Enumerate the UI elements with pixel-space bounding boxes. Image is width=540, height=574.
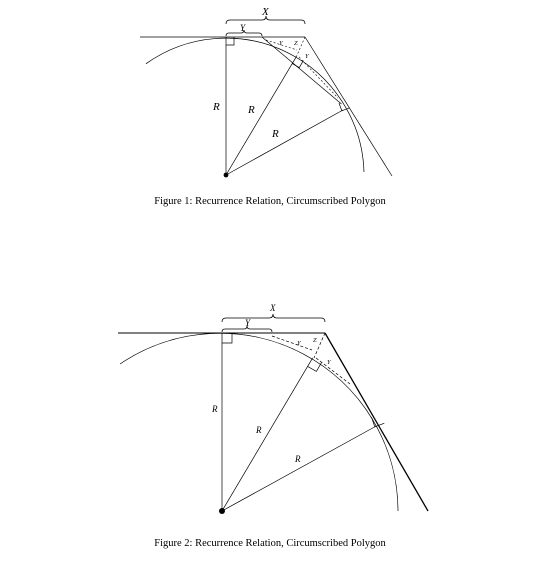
figure-2-diagram (0, 296, 540, 526)
radius-lower (222, 426, 376, 511)
figure-1 (0, 0, 540, 215)
label-r-vertical: R (213, 101, 220, 113)
label-r-lower: R (295, 454, 301, 464)
figure-2-caption: Figure 2: Recurrence Relation, Circumscribed Polygon (154, 538, 386, 549)
right-angle-middle (308, 363, 322, 372)
label-x: X (270, 303, 276, 313)
center-point (224, 173, 229, 178)
right-angle-top (222, 333, 232, 343)
label-y-small-1: Y (279, 40, 283, 47)
dashed-line-y2 (316, 358, 350, 384)
tangent-line-side (325, 333, 428, 511)
radius-lower (226, 110, 343, 175)
circle-arc (146, 38, 364, 172)
brace-x (222, 314, 325, 322)
label-r-lower: R (272, 128, 279, 140)
label-y: Y (245, 318, 251, 328)
label-r-middle: R (256, 425, 262, 435)
tangent-line-side (305, 37, 392, 176)
figure-1-diagram (0, 0, 540, 190)
circle-arc (120, 333, 398, 511)
figure-2 (0, 296, 540, 574)
figure-1-caption: Figure 1: Recurrence Relation, Circumscribed Polygon (154, 196, 386, 207)
center-point (219, 508, 225, 514)
label-r-vertical: R (212, 404, 218, 414)
dashed-line-z (296, 37, 305, 57)
label-z-small: Z (313, 337, 317, 344)
radius-middle (226, 57, 296, 175)
dashed-line-y2 (299, 57, 338, 98)
label-z-small: Z (294, 40, 298, 47)
label-y-small-1: Y (297, 340, 301, 347)
right-angle-lower (339, 103, 350, 111)
label-y-small-2: Y (305, 53, 309, 60)
right-angle-lower (372, 417, 385, 427)
label-y-small-2: Y (327, 359, 331, 366)
label-x: X (262, 6, 269, 18)
radius-middle (222, 358, 313, 511)
label-y: Y (240, 23, 246, 33)
label-r-middle: R (248, 104, 255, 116)
